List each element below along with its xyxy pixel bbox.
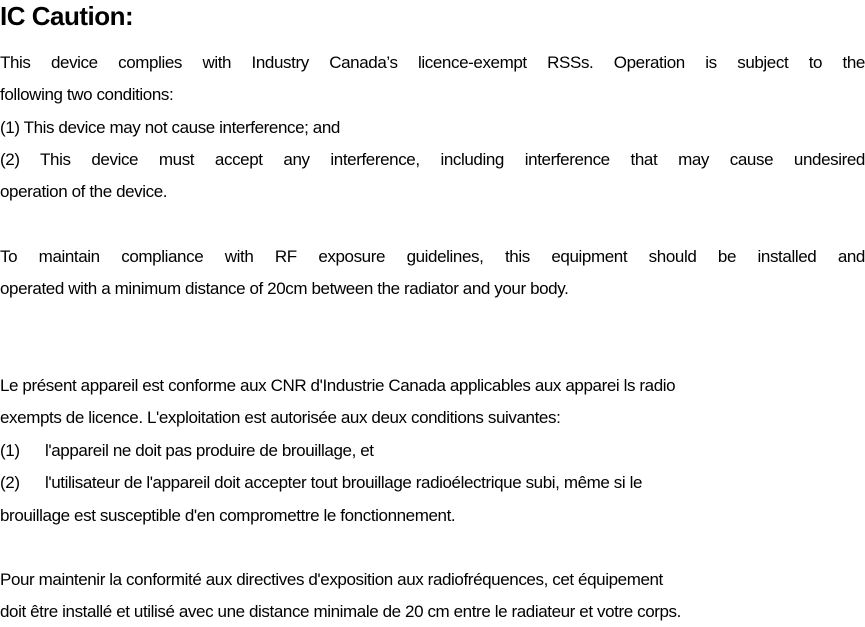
french-condition-2 (0, 472, 642, 494)
french-paragraph-2-line-2: doit être installé et utilisé avec une distance minimale de 20 cm entre le radiateur et votre corps. (0, 602, 681, 621)
french-paragraph-2-line-1: Pour maintenir la conformité aux directives d'exposition aux radiofréquences, cet équipement (0, 570, 663, 589)
french-condition-1 (0, 440, 374, 462)
english-paragraph-2-line-2: operated with a minimum distance of 20cm between the radiator and your body. (0, 279, 569, 298)
english-paragraph-1-line-1: This device complies with Industry Canada’s licence-exempt RSSs. Operation is subject to the (0, 53, 865, 72)
english-condition-2-line-2: operation of the device. (0, 182, 168, 201)
english-condition-1: (1) This device may not cause interference; and (0, 118, 340, 137)
french-condition-1-number: (1) (0, 441, 20, 460)
page-title: IC Caution: (0, 1, 134, 31)
french-condition-2-line-2: brouillage est susceptible d'en compromettre le fonctionnement. (0, 506, 456, 525)
french-condition-2-number: (2) (0, 473, 20, 492)
french-condition-2-text: l'utilisateur de l'appareil doit accepter tout brouillage radioélectrique subi, même si le (45, 473, 643, 492)
english-paragraph-1-line-2: following two conditions: (0, 85, 174, 104)
french-paragraph-1-line-1: Le présent appareil est conforme aux CNR d'Industrie Canada applicables aux apparei ls radio (0, 376, 676, 395)
english-condition-2-line-1: (2) This device must accept any interference, including interference that may cause undesired (0, 150, 865, 169)
french-condition-1-text: l'appareil ne doit pas produire de brouillage, et (45, 441, 374, 460)
english-paragraph-2-line-1: To maintain compliance with RF exposure guidelines, this equipment should be installed and (0, 247, 865, 266)
french-paragraph-1-line-2: exempts de licence. L'exploitation est autorisée aux deux conditions suivantes: (0, 408, 561, 427)
